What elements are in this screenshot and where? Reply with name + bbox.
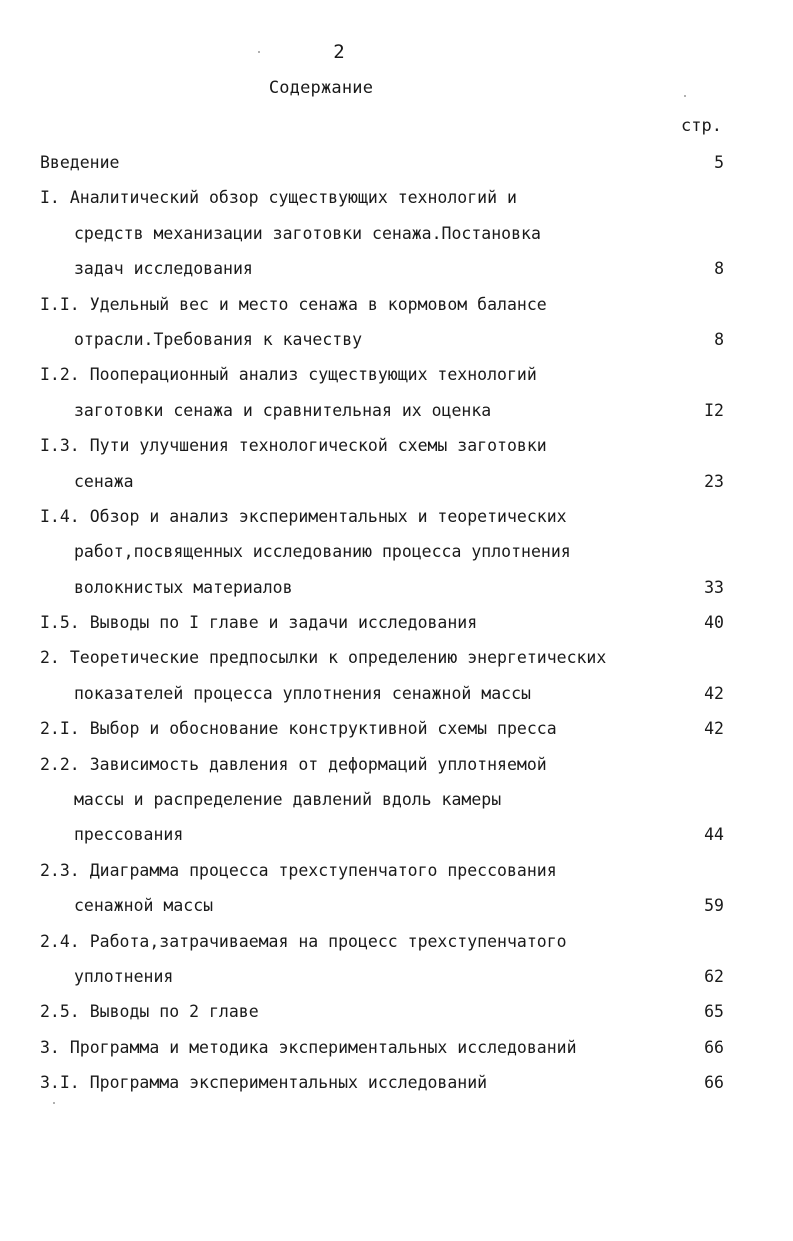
toc-entry-page: 65 — [704, 1002, 724, 1022]
toc-entry-number: I.4. — [40, 506, 80, 526]
scan-speck — [258, 51, 260, 53]
toc-entry-number: 3.I. — [40, 1073, 80, 1093]
toc-entry-first-line — [40, 924, 724, 959]
toc-entry-number: 2.5. — [40, 1002, 80, 1022]
toc-entry — [40, 994, 724, 1029]
toc-entry-title: волокнистых материалов — [74, 577, 293, 597]
toc-entry-title: Аналитический обзор существующих технологий и — [69, 188, 517, 208]
toc-entry-title: прессования — [74, 825, 184, 845]
toc-entry — [40, 640, 724, 711]
toc-entry-continuation-line — [40, 216, 724, 251]
toc-entry-continuation-line — [40, 888, 724, 923]
toc-entry-page: 44 — [704, 825, 724, 845]
toc-entry-title: средств механизации заготовки сенажа.Постановка — [74, 223, 541, 243]
toc-entry-title: Программа и методика экспериментальных исследований — [69, 1037, 577, 1057]
toc-entry-title: Зависимость давления от деформаций уплотняемой — [89, 754, 547, 774]
toc-entry-title: Диаграмма процесса трехступенчатого прессования — [89, 860, 557, 880]
toc-entry — [40, 357, 724, 428]
toc-entry — [40, 605, 724, 640]
toc-entry-number: 2.I. — [40, 719, 80, 739]
toc-entry-first-line — [40, 428, 724, 463]
toc-entry — [40, 287, 724, 358]
toc-entry-number: 2.4. — [40, 931, 80, 951]
toc-entry-title: Выбор и обоснование конструктивной схемы пресса — [89, 719, 557, 739]
toc-entry-title: Удельный вес и место сенажа в кормовом балансе — [89, 294, 547, 314]
toc-entry-first-line — [40, 747, 724, 782]
toc-entry-first-line — [40, 853, 724, 888]
toc-entry-title: Введение — [40, 153, 120, 172]
page-column-label: стр. — [681, 116, 722, 136]
toc-entry-title: Обзор и анализ экспериментальных и теоретических — [89, 506, 567, 526]
toc-entry-number: I.5. — [40, 613, 80, 633]
toc-entry-continuation-line — [40, 322, 724, 357]
toc-entry-page: 40 — [704, 613, 724, 633]
toc-entry-title: Выводы по 2 главе — [89, 1002, 259, 1022]
toc-entry — [40, 711, 724, 746]
toc-entry-continuation-line — [40, 959, 724, 994]
toc-entry-first-line — [40, 499, 724, 534]
toc-entry-first-line — [40, 145, 724, 180]
toc-entry-first-line — [40, 711, 724, 746]
toc-entry-number: 3. — [40, 1037, 60, 1057]
toc-entry-number: 2. — [40, 648, 60, 668]
scan-speck — [53, 1102, 55, 1104]
table-of-contents — [40, 145, 724, 1101]
toc-entry — [40, 853, 724, 924]
toc-entry-number: I. — [40, 188, 60, 208]
page-number: 2 — [333, 41, 345, 63]
toc-entry-page: I2 — [704, 400, 724, 420]
toc-entry-title: заготовки сенажа и сравнительная их оценка — [74, 400, 492, 420]
toc-entry-first-line — [40, 357, 724, 392]
toc-entry-first-line — [40, 994, 724, 1029]
toc-entry-page: 33 — [704, 577, 724, 597]
toc-entry-title: уплотнения — [74, 966, 174, 986]
toc-entry-title: Пооперационный анализ существующих технологий — [89, 365, 537, 385]
toc-entry — [40, 1030, 724, 1065]
toc-entry-title: Выводы по I главе и задачи исследования — [89, 613, 478, 633]
toc-entry-title: Работа,затрачиваемая на процесс трехступенчатого — [89, 931, 567, 951]
toc-entry-continuation-line — [40, 817, 724, 852]
toc-entry-page: 66 — [704, 1037, 724, 1057]
toc-entry-title: сенажа — [74, 471, 134, 491]
toc-title: Содержание — [268, 78, 374, 98]
toc-entry-page: 5 — [714, 152, 724, 172]
toc-entry-title: задач исследования — [74, 259, 253, 279]
toc-entry-page: 59 — [704, 896, 724, 916]
toc-entry-continuation-line — [40, 393, 724, 428]
toc-entry-continuation-line — [40, 782, 724, 817]
toc-entry — [40, 924, 724, 995]
toc-entry-title: Программа экспериментальных исследований — [89, 1073, 488, 1093]
toc-entry-number: I.I. — [40, 294, 80, 314]
toc-entry-title: отрасли.Требования к качеству — [74, 329, 363, 349]
toc-entry-first-line — [40, 1065, 724, 1100]
toc-entry-first-line — [40, 1030, 724, 1065]
toc-entry-page: 66 — [704, 1073, 724, 1093]
toc-entry-number: I.3. — [40, 436, 80, 456]
toc-entry-title: Теоретические предпосылки к определению энергетических — [69, 648, 607, 668]
toc-entry-first-line — [40, 605, 724, 640]
toc-entry — [40, 180, 724, 286]
toc-entry-title: Пути улучшения технологической схемы заготовки — [89, 436, 547, 456]
toc-entry-continuation-line — [40, 534, 724, 569]
toc-entry — [40, 1065, 724, 1100]
toc-entry-number: 2.2. — [40, 754, 80, 774]
toc-entry-first-line — [40, 640, 724, 675]
toc-entry-page: 62 — [704, 966, 724, 986]
toc-entry-first-line — [40, 180, 724, 215]
toc-entry-continuation-line — [40, 570, 724, 605]
toc-entry-continuation-line — [40, 676, 724, 711]
toc-entry-continuation-line — [40, 464, 724, 499]
toc-entry — [40, 428, 724, 499]
toc-entry-first-line — [40, 287, 724, 322]
toc-entry — [40, 145, 724, 180]
toc-entry-title: массы и распределение давлений вдоль камеры — [74, 790, 502, 810]
toc-entry-title: работ,посвященных исследованию процесса уплотнения — [74, 542, 571, 562]
toc-entry-number: 2.3. — [40, 860, 80, 880]
toc-entry-page: 8 — [714, 329, 724, 349]
toc-entry-page: 42 — [704, 719, 724, 739]
toc-entry-page: 23 — [704, 471, 724, 491]
toc-entry — [40, 499, 724, 605]
toc-entry — [40, 747, 724, 853]
scan-speck — [684, 95, 686, 97]
toc-entry-title: показателей процесса уплотнения сенажной массы — [74, 683, 531, 703]
toc-entry-page: 42 — [704, 683, 724, 703]
toc-entry-title: сенажной массы — [74, 896, 214, 916]
toc-entry-number: I.2. — [40, 365, 80, 385]
toc-entry-continuation-line — [40, 251, 724, 286]
toc-entry-page: 8 — [714, 259, 724, 279]
